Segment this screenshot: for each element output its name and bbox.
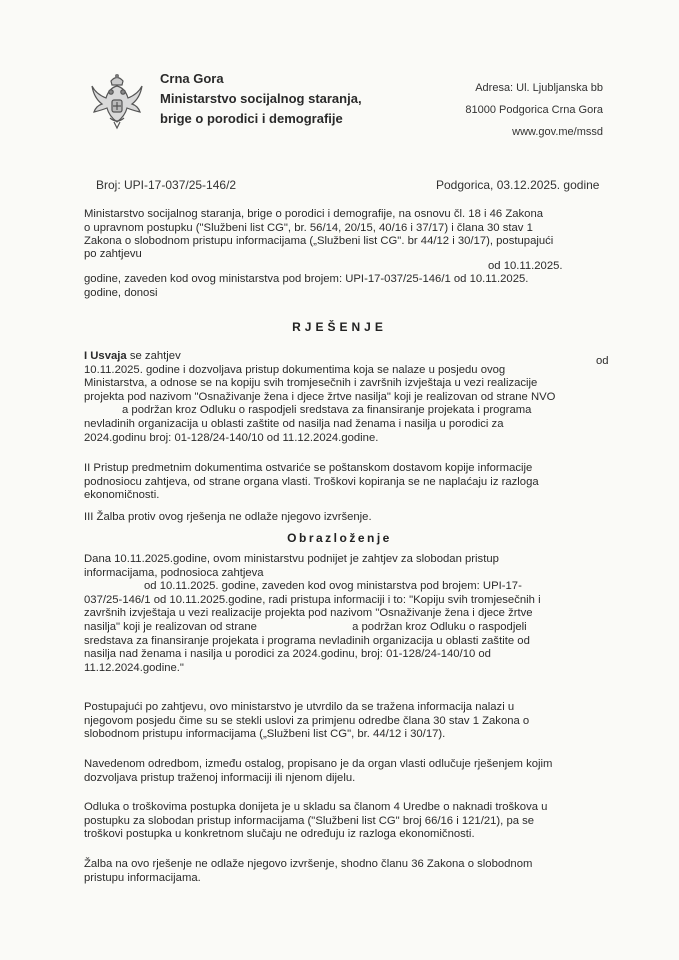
reasoning-title: Obrazloženje [287,531,392,545]
intro-line: Ministarstvo socijalnog staranja, brige o porodici i demografije, na osnovu čl. 18 i 46 Zakona [84,208,544,220]
decision-section-1 [84,350,610,445]
reasoning-paragraph-2 [84,701,610,742]
reasoning-paragraph-3 [84,758,610,785]
section3-line: III Žalba protiv ovog rješenja ne odlaže njegovo izvršenje. [84,511,372,523]
reasoning3-line: Navedenom odredbom, između ostalog, propisano je da organ vlasti odlučuje rješenjem kojim [84,758,553,770]
intro-line: po zahtjevu [84,247,142,260]
section2-line: podnosiocu zahtjeva, od strane organa vlasti. Troškovi kopiranja se ne naplaćaju iz razloga [84,475,539,488]
reasoning2-line: slobodnom pristupu informacijama („Službeni list CG", br. 44/12 i 30/17). [84,728,446,741]
intro-line: o upravnom postupku ("Službeni list CG", br. 56/14, 20/15, 40/16 i 37/17) i člana 30 stav 1 [84,221,533,234]
reasoning5-line: Žalba na ovo rješenje ne odlaže njegovo izvršenje, shodno članu 36 Zakona o slobodnom [84,858,533,870]
decision-section-3 [84,511,610,525]
website-link[interactable]: www.gov.me/mssd [512,126,603,138]
reasoning2-line: njegovom posjedu čime su se stekli uslovi za primjenu odredbe člana 30 stav 1 Zakona o [84,714,530,727]
intro-line: od 10.11.2025. [488,259,563,272]
reasoning1-line: nasilja nad ženama i nasilja u porodici za 2024.godinu, broj: 01-128/24-140/10 od [84,648,491,661]
decision-title: RJEŠENJE [292,320,387,334]
section1-line: Ministarstva, a odnose se na kopiju svih tromjesečnih i završnih izvještaja u vezi realizacije [84,377,538,390]
section1-text: se zahtjev [129,350,181,362]
intro-line: godine, zaveden kod ovog ministarstva pod brojem: UPI-17-037/25-146/1 od 10.11.2025. [84,273,529,286]
intro-line: godine, donosi [84,286,158,299]
reasoning1-line: 037/25-146/1 od 10.11.2025.godine, radi pristupa informaciji i to: "Kopiju svih tromjesečnih i [84,593,541,606]
reference-number: Broj: UPI-17-037/25-146/2 [96,178,237,192]
reasoning-paragraph-1 [84,553,610,675]
reasoning4-line: Odluka o troškovima postupka donijeta je u skladu sa članom 4 Uredbe o naknadi troškova u [84,801,548,813]
reasoning5-line: pristupu informacijama. [84,871,201,884]
section2-line: ekonomičnosti. [84,489,160,502]
section1-text: od [596,355,609,367]
intro-paragraph [84,208,610,301]
reasoning2-line: Postupajući po zahtjevu, ovo ministarstvo je utvrdilo da se tražena informacija nalazi u [84,701,515,713]
reasoning3-line: dozvoljava pristup traženoj informaciji ili njenom dijelu. [84,771,356,784]
place-date: Podgorica, 03.12.2025. godine [436,178,600,192]
city-address: 81000 Podgorica Crna Gora [465,104,603,116]
country-name: Crna Gora [160,71,224,86]
street-address: Adresa: Ul. Ljubljanska bb [475,82,603,94]
decision-section-2 [84,462,610,503]
reasoning1-line [84,621,610,635]
reasoning4-line: postupku za slobodan pristup informacijama ("Službeni list CG" broj 66/16 i 121/21), pa se [84,814,535,827]
section1-label: I Usvaja [84,350,127,362]
reasoning1-line: završnih izvještaja u vezi realizacije projekta pod nazivom "Osnaživanje žena i djece žrtve [84,607,533,620]
reasoning1-line: od 10.11.2025. godine, zaveden kod ovog ministarstva pod brojem: UPI-17- [144,580,522,593]
section1-line: a podržan kroz Odluku o raspodjeli sredstava za finansiranje projekata i programa [122,404,532,417]
reasoning1-line: sredstava za finansiranje projekata i programa nevladinih organizacija u oblasti zaštite od [84,634,530,647]
reasoning1-text: nasilja" koji je realizovan od strane [84,620,257,633]
section2-line: II Pristup predmetnim dokumentima ostvariće se poštanskom dostavom kopije informacije [84,462,533,474]
reasoning4-line: troškovi postupka u konkretnom slučaju ne određuju iz razloga ekonomičnosti. [84,828,475,841]
letterhead-address [343,77,603,143]
section1-line: 10.11.2025. godine i dozvoljava pristup dokumentima koja se nalaze u posjedu ovog [84,363,506,376]
reasoning1-text: a podržan kroz Odluku o raspodjeli [352,620,527,633]
reasoning1-line: 11.12.2024.godine." [84,661,184,674]
section1-line: projekta pod nazivom "Osnaživanje žena i djece žrtve nasilja" koji je realizovan od strane NVO [84,390,556,403]
section1-line: 2024.godinu broj: 01-128/24-140/10 od 11.12.2024.godine. [84,431,379,444]
reasoning1-line: informacijama, podnosioca zahtjeva [84,566,264,579]
reasoning-paragraph-4 [84,801,610,842]
reasoning1-line: Dana 10.11.2025.godine, ovom ministarstvu podnijet je zahtjev za slobodan pristup [84,553,499,565]
ministry-name-line2: brige o porodici i demografije [160,111,343,126]
ministry-name-line1: Ministarstvo socijalnog staranja, [160,91,362,106]
reasoning-paragraph-5 [84,858,610,885]
intro-line: Zakona o slobodnom pristupu informacijama („Službeni list CG". br 44/12 i 30/17), postupajući [84,235,554,248]
section1-first-line [84,350,610,367]
section1-line: nevladinih organizacija u oblasti zaštite od nasilja nad ženama i nasilja u porodici za [84,417,504,430]
coat-of-arms-icon [90,72,144,130]
